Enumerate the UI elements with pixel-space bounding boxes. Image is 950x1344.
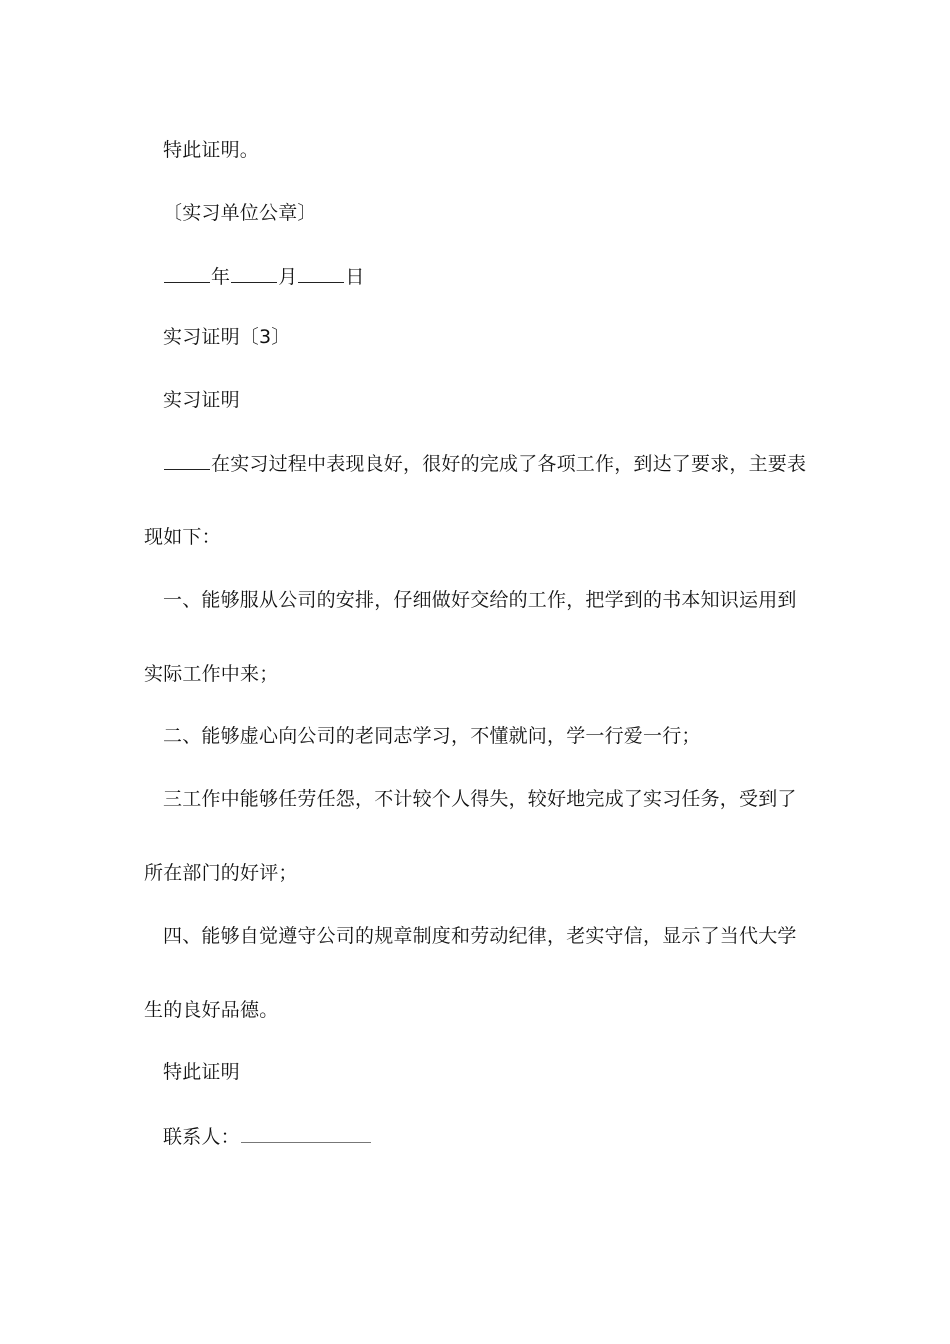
point-three-line-1: 三工作中能够任劳任怨，不计较个人得失，较好地完成了实习任务，受到了 [163,788,797,810]
intro-paragraph-line-1 [163,449,806,477]
day-blank [298,262,344,283]
point-one-line-1: 一、能够服从公司的安排，仔细做好交给的工作，把学到的书本知识运用到 [163,589,797,611]
contact-label: 联系人： [163,1126,240,1148]
month-blank [231,262,277,283]
month-label: 月 [278,266,298,288]
certificate-title: 实习证明 [163,389,240,411]
name-blank [164,449,210,470]
point-four-line-1: 四、能够自觉遵守公司的规章制度和劳动纪律，老实守信，显示了当代大学 [163,925,797,947]
section-heading: 实习证明〔3〕 [163,326,291,348]
year-label: 年 [211,266,231,288]
closing-statement-2: 特此证明 [163,1061,240,1083]
point-four-line-2: 生的良好品德。 [144,999,279,1021]
point-two: 二、能够虚心向公司的老同志学习，不懂就问，学一行爱一行； [163,725,701,747]
closing-statement-1: 特此证明。 [163,139,260,161]
day-label: 日 [345,266,365,288]
date-line [163,262,365,290]
year-blank [164,262,210,283]
contact-line [163,1122,372,1150]
point-one-line-2: 实际工作中来； [144,663,279,685]
intro-text: 在实习过程中表现良好，很好的完成了各项工作，到达了要求，主要表 [211,453,807,475]
company-seal-label: 〔实习单位公章〕 [163,202,317,224]
point-three-line-2: 所在部门的好评； [144,862,298,884]
intro-paragraph-line-2: 现如下： [144,526,221,548]
contact-blank [241,1122,371,1143]
